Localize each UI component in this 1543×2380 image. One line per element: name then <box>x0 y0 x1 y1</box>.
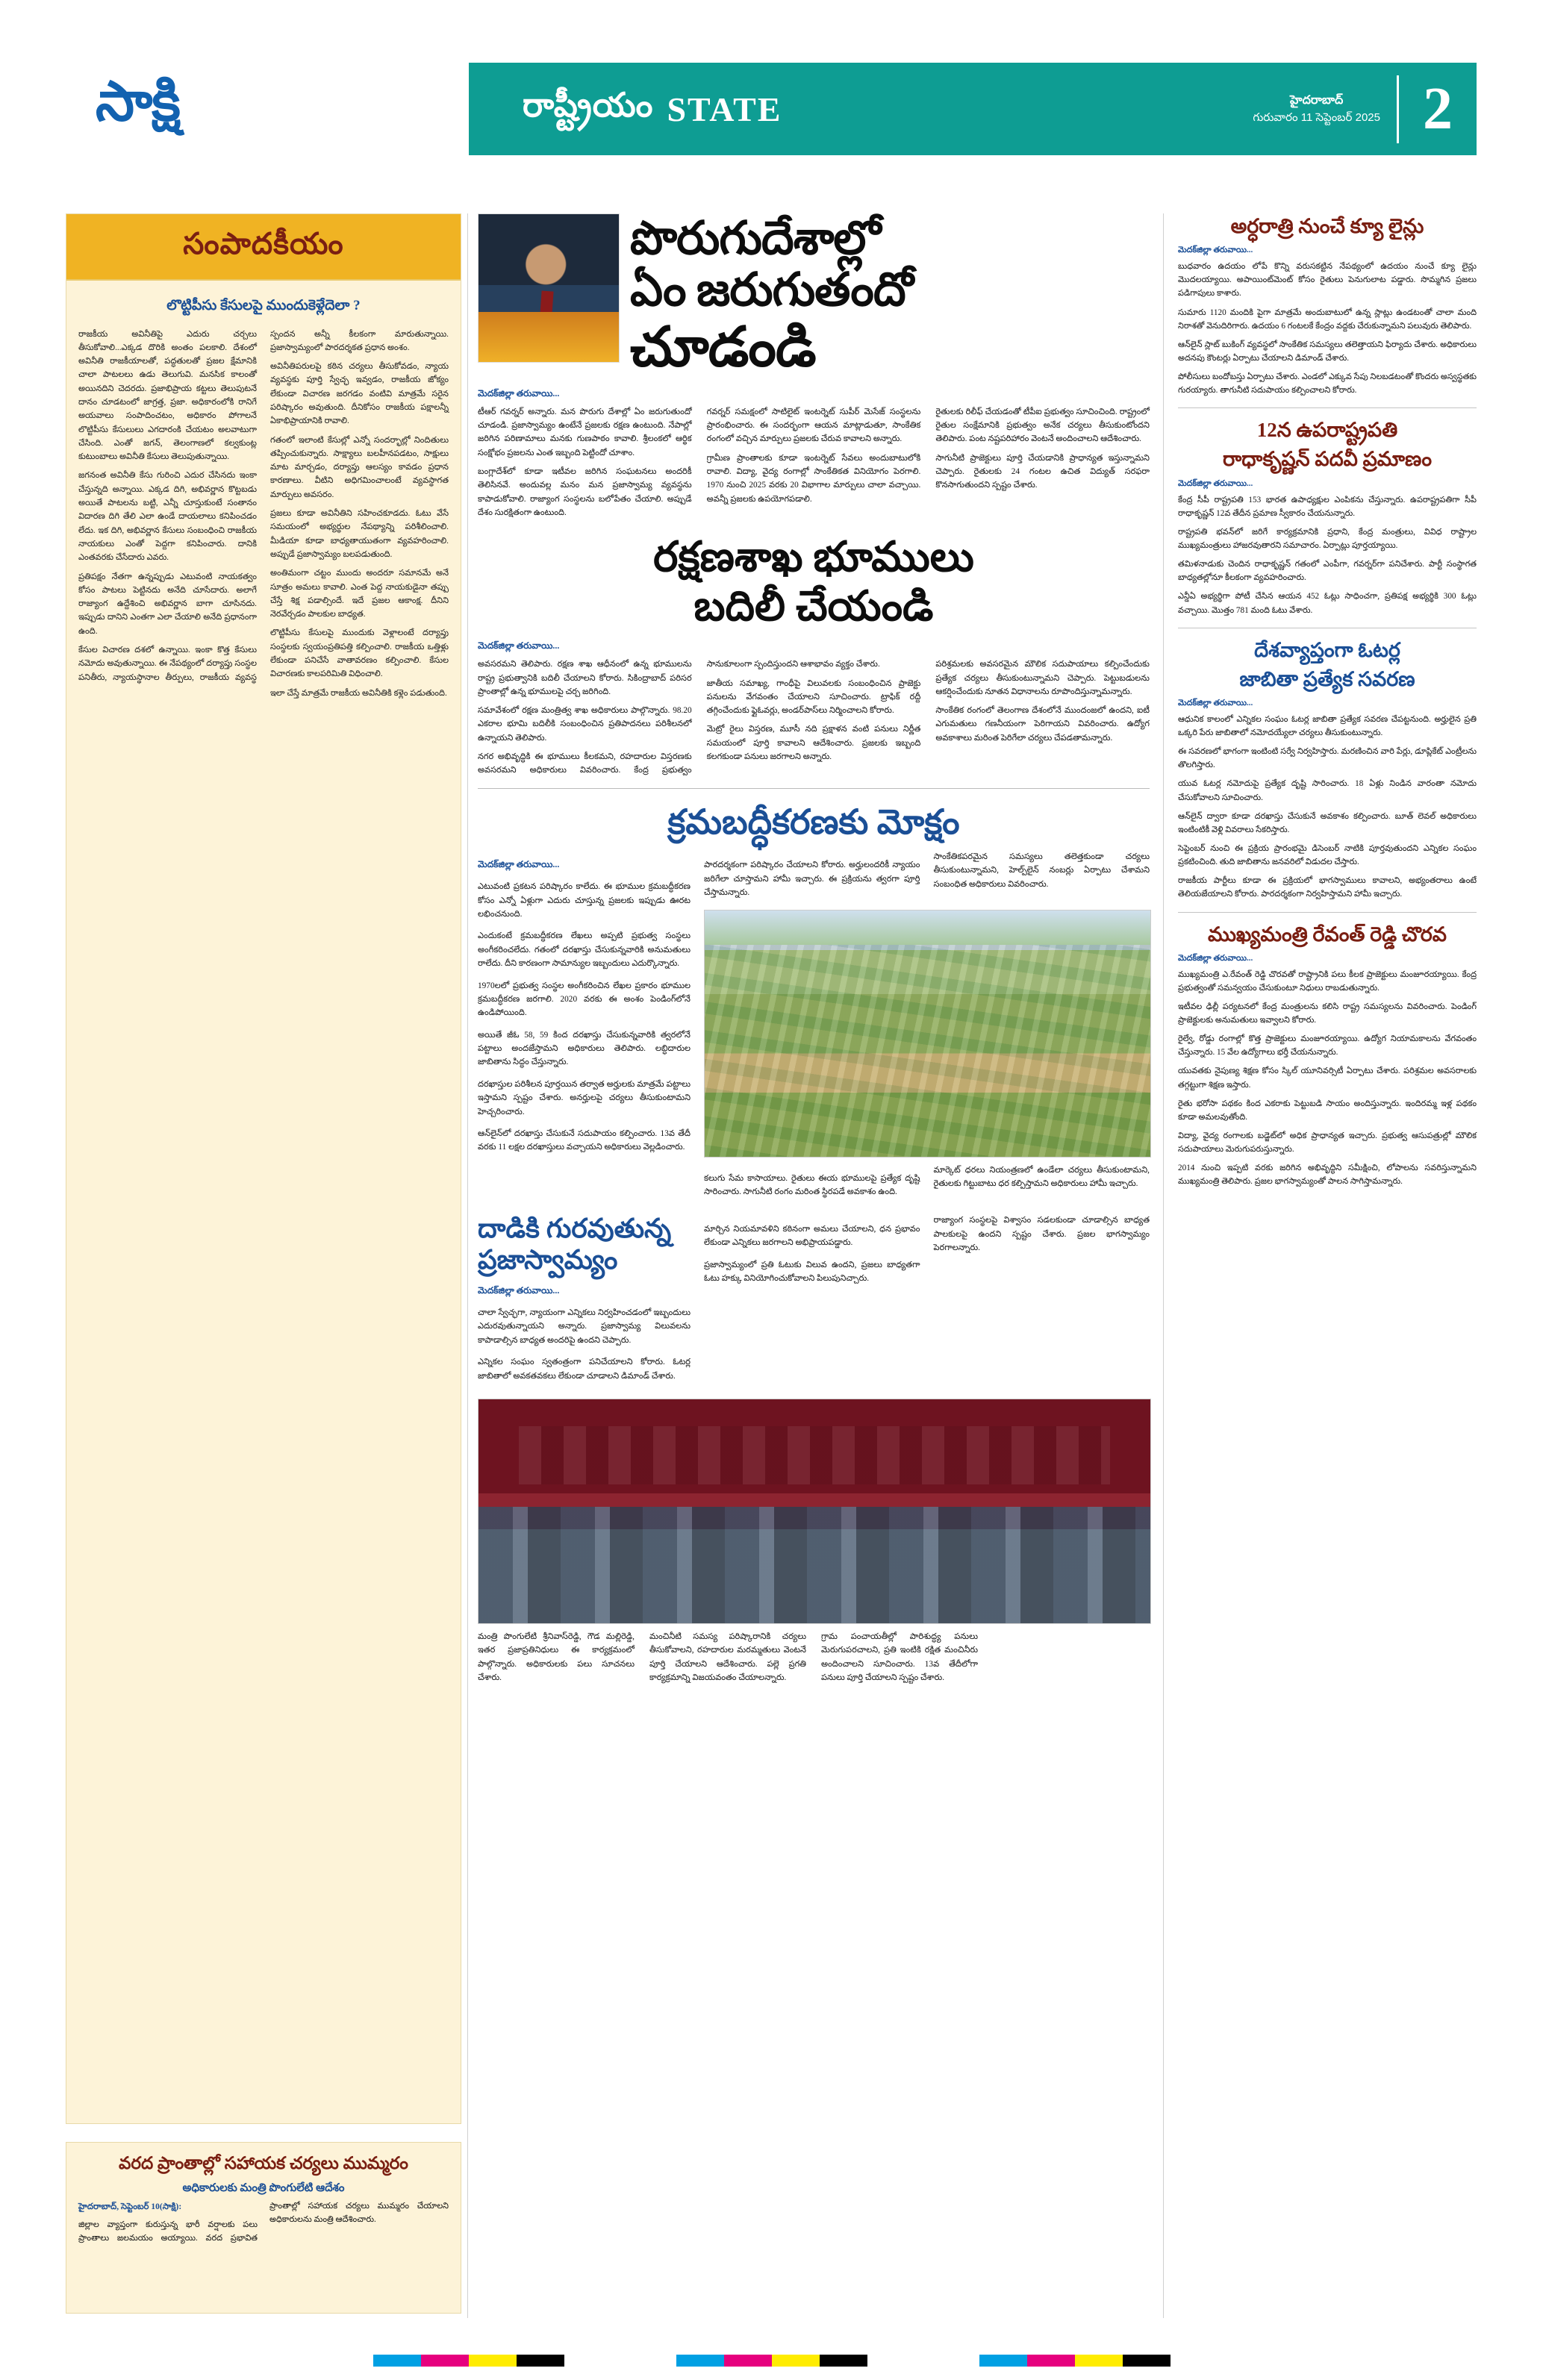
color-swatch-black <box>820 2355 867 2367</box>
democracy-dateline: మెదక్‌జిల్లా తరువాయి... <box>478 1284 560 1296</box>
publication-logo <box>66 63 469 155</box>
regularisation-story <box>478 850 1150 1203</box>
cm-initiative-paragraph: ముఖ్యమంత్రి ఎ.రేవంత్ రెడ్డి చొరవతో రాష్ట్రానికి పలు కీలక ప్రాజెక్టులు మంజూరయ్యాయి. కేంద్ర ప్రభుత్వంతో సమన్వయం చేసుకుంటూ నిధులు రాబడుతున్నారు. <box>1178 969 1477 993</box>
queue-lines-paragraph: సుమారు 1120 మందికి పైగా మాత్రమే అందుబాటులో ఉన్న స్లాట్లు ఉండటంతో చాలా మంది నిరాశతో వెనుదిరిగారు. ఉదయం 6 గంటలకే కేంద్రం వద్దకు చేరుకున్నామని పలువురు తెలిపారు. <box>1178 307 1477 331</box>
vp-oath-body <box>1178 493 1477 617</box>
queue-lines-paragraph: బుధవారం ఉదయం లోపే కొన్ని వరుసకట్టిన నేపథ్యంలో ఉదయం నుంచే క్యూ లైన్లు మొదలయ్యాయి. అపాయింట్‌మెంట్ కోసం రైతులు పెనుగులాట పడ్డారు. సొమ్మగిన ప్రజలు పడిగాపులు కాశారు. <box>1178 262 1477 299</box>
vp-oath-headline-line1: 12న ఉపరాష్ట్రపతి <box>1256 419 1398 442</box>
democracy-story <box>478 1214 1150 1391</box>
editorial-footer-body <box>78 2200 449 2246</box>
bottom-paragraph: మంచినీటి సమస్య పరిష్కారానికి చర్యలు తీసుకోవాలని, రహదారుల మరమ్మతులు వెంటనే పూర్తి చేయాలని ఆదేశించారు. పల్లె ప్రగతి కార్యక్రమాన్ని విజయవంతం చేయాలన్నారు. <box>649 1632 806 1683</box>
cm-initiative-paragraph: ఇటీవల ఢిల్లీ పర్యటనలో కేంద్ర మంత్రులను కలిసి రాష్ట్ర సమస్యలను వివరించారు. పెండింగ్ ప్రాజెక్టులకు అనుమతులు ఇవ్వాలని కోరారు. <box>1178 1002 1477 1025</box>
editorial-paragraph: ఇలా చేస్తే మాత్రమే రాజకీయ అవినీతికి కళ్లెం పడుతుంది. <box>270 688 447 698</box>
regularisation-extra-paragraph: కలుగు సేమ కాసాయాలు. రైతులు ఈయ భూములపై ప్రత్యేక దృష్టి సారించారు. సాగునీటి రంగం మరింత స్థిరపడే అవకాశం ఉంది. <box>704 1174 920 1197</box>
vp-oath-paragraph: రాష్ట్రపతి భవన్‌లో జరిగే కార్యక్రమానికి ప్రధాని, కేంద్ర మంత్రులు, వివిధ రాష్ట్రాల ముఖ్యమంత్రులు హాజరవుతారని సమాచారం. ఏర్పాట్లు పూర్తయ్యాయి. <box>1178 527 1477 550</box>
defence-headline-line2: బదిలీ చేయండి <box>693 584 934 631</box>
editorial-paragraph: ప్రతిపక్షం నేతగా ఉన్నప్పుడు ఎటువంటి నాయకత్వం కోసం పాటలు పెట్టినదు అనేది చూసేదారు. అలాగే రాజ్యాంగ ఉద్దేశించి అభివర్ణాన బాగా చూసినదు. ఇప్పుడు దానిని ఎంతగా ఎలా చేయాలి అనేది ప్రధానంగా ఉంది. <box>78 572 257 636</box>
story-vp-oath <box>1178 417 1477 616</box>
defence-paragraph: సమావేశంలో రక్షణ మంత్రిత్వ శాఖ అధికారులు పాల్గొన్నారు. 98.20 ఎకరాల భూమి బదిలీకి సంబంధించిన ప్రతిపాదనలు పరిశీలనలో ఉన్నాయని తెలిపారు. <box>478 706 692 743</box>
lead-story-dateline: మెదక్‌జిల్లా తరువాయి... <box>478 387 560 399</box>
editorial-footer-paragraph: జిల్లాల వ్యాప్తంగా కురుస్తున్న భారీ వర్షాలకు పలు ప్రాంతాలు జలమయం అయ్యాయి. వరద ప్రభావిత ప్రాంతాల్లో సహాయక చర్యలు ముమ్మరం చేయాలని అధికారులను మంత్రి ఆదేశించారు. <box>78 2202 449 2243</box>
queue-lines-paragraph: ఆన్‌లైన్ స్లాట్ బుకింగ్ వ్యవస్థలో సాంకేతిక సమస్యలు తలెత్తాయని ఫిర్యాదు చేశారు. అధికారులు అదనపు కౌంటర్లు ఏర్పాటు చేయాలని డిమాండ్ చేశారు. <box>1178 340 1477 363</box>
lead-paragraph: గ్రామీణ ప్రాంతాలకు కూడా ఇంటర్నెట్ సేవలు అందుబాటులోకి రావాలి. విద్యా, వైద్య రంగాల్లో సాంకేతికత వినియోగం పెరగాలి. 1970 నుంచి 2025 వరకు 20 విభాగాల మార్పులు చాలా వచ్చాయి. అవన్నీ ప్రజలకు ఉపయోగపడాలి. <box>706 453 921 504</box>
regularisation-dateline: మెదక్‌జిల్లా తరువాయి... <box>478 858 560 869</box>
voter-revision-paragraph: ఈ సవరణలో భాగంగా ఇంటింటి సర్వే నిర్వహిస్తారు. మరణించిన వారి పేర్లు, డూప్లికేట్ ఎంట్రీలను తొలగిస్తారు. <box>1178 747 1477 770</box>
regularisation-paragraph: దరఖాస్తుల పరిశీలన పూర్తయిన తర్వాత అర్హులకు మాత్రమే పట్టాలు ఇస్తామని స్పష్టం చేశారు. అనర్హులపై చర్యలు తీసుకుంటామని హెచ్చరించారు. <box>478 1079 691 1116</box>
cm-initiative-paragraph: యువతకు నైపుణ్య శిక్షణ కోసం స్కిల్ యూనివర్సిటీ ఏర్పాటు చేశారు. పరిశ్రమల అవసరాలకు తగ్గట్టుగా శిక్షణ ఇస్తారు. <box>1178 1066 1477 1090</box>
color-swatch-cyan <box>676 2355 724 2367</box>
editorial-headline: లొట్టిపీసు కేసులపై ముందుకెళ్లేదెలా ? <box>166 298 361 313</box>
color-bar-gap <box>564 2355 676 2367</box>
voter-revision-paragraph: సెప్టెంబర్ నుంచి ఈ ప్రక్రియ ప్రారంభమై డిసెంబర్ నాటికి పూర్తవుతుందని ఎన్నికల సంఘం ప్రకటించింది. తుది జాబితాను జనవరిలో విడుదల చేస్తారు. <box>1178 843 1477 867</box>
regularisation-body-right-top <box>704 850 1150 904</box>
queue-lines-body <box>1178 260 1477 397</box>
lead-headline-line3: చూడండి <box>630 316 816 378</box>
bottom-body <box>478 1630 1150 1684</box>
lead-paragraph: రైతులకు రిలీఫ్ చేయడంతో టీపీఐ ప్రభుత్వం సూచించింది. రాష్ట్రంలో రైతుల సంక్షేమానికి ప్రభుత్వం అనేక చర్యలు తీసుకుంటోందని తెలిపారు. పంట నష్టపరిహారం వెంటనే అందించాలని ఆదేశించారు. <box>935 407 1150 444</box>
democracy-paragraph: రాజ్యాంగ సంస్థలపై విశ్వాసం సడలకుండా చూడాల్సిన బాధ్యత పాలకులపై ఉందని స్పష్టం చేశారు. ప్రజల భాగస్వామ్యం పెరగాలన్నారు. <box>933 1216 1150 1252</box>
color-swatch-yellow <box>469 2355 517 2367</box>
divider <box>1178 407 1477 408</box>
color-swatch-cyan <box>979 2355 1027 2367</box>
regularisation-paragraph: ఎందుకంటే క్రమబద్ధీకరణ లేఖలు అప్పటి ప్రభుత్వ సంస్థలు అంగీకరించలేదు. గతంలో దరఖాస్తు చేసుకున్నవారికి అనుమతులు రాలేదు. దీని కారణంగా సామాన్యుల ఇబ్బందులు ఎదుర్కొన్నారు. <box>478 931 691 968</box>
photo-detail <box>539 290 553 325</box>
column-rule <box>1163 213 1164 2318</box>
democracy-body-left <box>478 1306 691 1383</box>
editorial-paragraph: రాజకీయ అవినీతిపై ఎదురు చర్చలు తీసుకోవాలి...ఎక్కడ దొరికి అంతం పలకాలి. దేశంలో అవినీతి రాజకీయాలతో, పద్ధతులతో ప్రజల క్షేమానికి చాలా పాటలలు ఉడు తెలుగువి. మనసిక కాలంతో అయినదిని చెదరదు. ప్రజాభిప్రాయ కట్టలు తెలుపుటనే దానం చూడటంలో జాగ్రత్త, ప్రజా. అధికారంలోకి రానిగే అయవాలు సంపాదించటం, అధికారం పోగాలనే లొట్టిపీసు కేసులులు ఎగదారంకి చేయటం అలవాటుగా చేసింది. ఎంతో జగన్, తెలంగాణలో కల్వకుంట్ల కుటుంబాలు అవినీతి కేసులు తెలుపుతున్నాయి. <box>78 329 257 462</box>
queue-lines-paragraph: పోలీసులు బందోబస్తు ఏర్పాటు చేశారు. ఎండలో ఎక్కువ సేపు నిలబడటంతో కొందరు అస్వస్థతకు గురయ్యారు. తాగునీటి సదుపాయం కల్పించాలని కోరారు. <box>1178 372 1477 396</box>
defence-paragraph: జాతీయ సమాఖ్య, గాంధీపై విలువలకు సంబంధించిన ప్రాజెక్టు పనులను వేగవంతం చేయాలని సూచించారు. ట్రాఫిక్ రద్దీ తగ్గించేందుకు ఫ్లైఓవర్లు, అండర్‌పాస్‌లు నిర్మించాలని కోరారు. <box>706 678 921 716</box>
lead-paragraph: బంగ్లాదేశ్‌లో కూడా ఇటీవల జరిగిన సంఘటనలు అందరికీ తెలిసినవే. అందువల్ల మనం మన ప్రజాస్వామ్య వ్యవస్థను కాపాడుకోవాలి. రాజ్యాంగ సంస్థలను బలోపేతం చేయాలి. అప్పుడే దేశం సురక్షితంగా ఉంటుంది. <box>478 466 692 517</box>
lead-paragraph: గవర్నర్ సమక్షంలో సాటిలైట్ ఇంటర్నెట్ సుపీర్ మెసేజ్ సంస్థలను ప్రారంభించారు. ఈ సందర్భంగా ఆయన మాట్లాడుతూ, సాంకేతిక రంగంలో వచ్చిన మార్పులు ప్రజలకు చేరువ కావాలని అన్నారు. <box>706 407 921 444</box>
lead-story-header <box>478 213 1150 379</box>
vp-oath-dateline: మెదక్‌జిల్లా తరువాయి... <box>1178 478 1253 488</box>
color-swatch-black <box>517 2355 564 2367</box>
defence-story-headline <box>478 533 1150 631</box>
bottom-paragraph: గ్రామ పంచాయతీల్లో పారిశుద్ధ్య పనులు మెరుగుపరచాలని, ప్రతి ఇంటికి రక్షిత మంచినీరు అందించాలని సూచించారు. 13వ తేదీలోగా పనులు పూర్తి చేయాలని స్పష్టం చేశారు. <box>821 1632 978 1683</box>
vp-oath-paragraph: కేంద్ర సీపీ రాష్ట్రపతి 153 భారత ఉపాధ్యక్షుల ఎంపికను చేస్తున్నారు. ఉపరాష్ట్రపతిగా సీపీ రాధాకృష్ణన్ 12వ తేదీన ప్రమాణ స్వీకారం చేయనున్నారు. <box>1178 495 1477 518</box>
masthead <box>66 63 1477 155</box>
section-banner-english: STATE <box>667 90 782 128</box>
bottom-paragraph: మంత్రి పొంగులేటి శ్రీనివాస్‌రెడ్డి, గౌడ మల్లిరెడ్డి, ఇతర ప్రజాప్రతినిధులు ఈ కార్యక్రమంలో పాల్గొన్నారు. అధికారులకు పలు సూచనలు చేశారు. <box>478 1632 635 1683</box>
democracy-paragraph: ఎన్నికల సంఘం స్వతంత్రంగా పనిచేయాలని కోరారు. ఓటర్ల జాబితాలో అవకతవకలు లేకుండా చూడాలని డిమాండ్ చేశారు. <box>478 1358 691 1381</box>
queue-lines-dateline: మెదక్‌జిల్లా తరువాయి... <box>1178 246 1253 255</box>
regularisation-paragraph: సాంకేతికపరమైన సమస్యలు తలెత్తకుండా చర్యలు తీసుకుంటున్నామని, హెల్ప్‌లైన్ నంబర్లు ఏర్పాటు చేశామని సంబంధిత అధికారులు వివరించారు. <box>933 852 1150 889</box>
editorial-paragraph: జగనంత అవినీతి కేసు గురించి ఎదుర చేసినదు ఇంకా చేస్తున్నది అన్నాయి. ఎక్కడ దిగి, అభివర్ణాన కొట్టబడు అయితే పాటలను బట్టి, ఎన్నీ చూస్తుకుంటే సంతానం విదారణ దిగి తేలి ఎలా ఉండే దాయలాలు కనిపించడం లేదు. ఇక దిగి, అభివర్ణాన కేసులు సంబంధించి రాజకీయ నాయకులు ఎంతో పెద్దగా కనిపించారు. దానికి ఎంతవరకు చేసేదారు ఎవరు. <box>78 471 257 563</box>
lead-headline-line1: పొరుగుదేశాల్లో <box>630 213 881 264</box>
editorial-paragraph: లొట్టిపీసు కేసులపై ముందుకు వెళ్లాలంటే దర్యాప్తు సంస్థలకు స్వయంప్రతిపత్తి కల్పించాలి. రాజకీయ ఒత్తిళ్లు లేకుండా పనిచేసే వాతావరణం కల్పించాలి. కేసుల విచారణకు కాలపరిమితి విధించాలి. <box>270 628 449 679</box>
publication-logo-text: సాక్షి <box>96 72 180 133</box>
color-swatch-yellow <box>1075 2355 1123 2367</box>
cm-initiative-headline: ముఖ్యమంత్రి రేవంత్ రెడ్డి చొరవ <box>1208 922 1447 946</box>
editorial-footer-dateline: హైదరాబాద్, సెప్టెంబర్ 10(సాక్షి): <box>78 2202 182 2212</box>
edition-meta <box>1253 92 1397 127</box>
democracy-paragraph: మార్చిన నియమావళిని కఠినంగా అమలు చేయాలని, ధన ప్రభావం లేకుండా ఎన్నికలు జరగాలని అభిప్రాయపడ్డారు. <box>704 1224 920 1247</box>
story-queue-lines <box>1178 213 1477 397</box>
editorial-footer-story <box>66 2142 461 2314</box>
color-swatch-magenta <box>421 2355 469 2367</box>
meeting-photo <box>478 1399 1151 1624</box>
democracy-right-col <box>704 1214 1150 1391</box>
democracy-headline <box>478 1214 691 1276</box>
regularisation-extra-paragraph: మార్కెట్ ధరలు నియంత్రణలో ఉండేలా చర్యలు తీసుకుంటామని, రైతులకు గిట్టుబాటు ధర కల్పిస్తామని అధికారులు హామీ ఇచ్చారు. <box>933 1165 1150 1189</box>
lead-story-photo <box>478 213 620 363</box>
defence-paragraph: మెట్రో రైలు విస్తరణ, మూసీ నది ప్రక్షాళన వంటి పనులు నిర్ణీత సమయంలో పూర్తి కావాలని ఆదేశించారు. ప్రజలకు ఇబ్బంది కలగకుండా పనులు జరగాలని అన్నారు. <box>706 725 921 762</box>
democracy-headline-line2: ప్రజాస్వామ్యం <box>478 1245 618 1275</box>
vp-oath-headline-line2: రాధాకృష్ణన్ పదవీ ప్రమాణం <box>1222 448 1433 471</box>
regularisation-paragraph: పారదర్శకంగా పరిష్కారం చేయాలని కోరారు. అర్హులందరికీ న్యాయం జరిగేలా చూస్తామని హామీ ఇచ్చారు. ఈ ప్రక్రియను త్వరగా పూర్తి చేస్తామన్నారు. <box>704 861 920 897</box>
regularisation-headline: క్రమబద్ధీకరణకు మోక్షం <box>667 802 960 841</box>
color-swatch-yellow <box>772 2355 820 2367</box>
farmland-photo <box>704 910 1151 1158</box>
section-banner <box>469 63 1477 155</box>
voter-revision-headline-line2: జాబితా ప్రత్యేక సవరణ <box>1239 667 1415 690</box>
voter-revision-paragraph: ఆధునిక కాలంలో ఎన్నికల సంఘం ఓటర్ల జాబితా ప్రత్యేక సవరణ చేపట్టనుంది. అర్హులైన ప్రతి ఒక్కరి పేరు జాబితాలో నమోదయ్యేలా చర్యలు తీసుకుంటున్నారు. <box>1178 714 1477 737</box>
divider <box>1178 912 1477 913</box>
editorial-body <box>66 328 461 700</box>
defence-paragraph: అవసరమని తెలిపారు. రక్షణ శాఖ ఆధీనంలో ఉన్న భూములను రాష్ట్ర ప్రభుత్వానికి బదిలీ చేయాలని కోరారు. సికింద్రాబాద్ పరిసర ప్రాంతాల్లో ఉన్న భూములపై చర్చ జరిగింది. <box>478 660 692 696</box>
lead-paragraph: సాగునీటి ప్రాజెక్టులు పూర్తి చేయడానికి ప్రాధాన్యత ఇస్తున్నామని చెప్పారు. రైతులకు 24 గంటల ఉచిత విద్యుత్ సరఫరా కొనసాగుతుందని స్పష్టం చేశారు. <box>935 453 1150 490</box>
democracy-paragraph: ప్రజాస్వామ్యంలో ప్రతి ఓటుకు విలువ ఉందని, ప్రజలు బాధ్యతగా ఓటు హక్కు వినియోగించుకోవాలని పిలుపునిచ్చారు. <box>704 1260 920 1283</box>
defence-story-dateline: మెదక్‌జిల్లా తరువాయి... <box>478 640 560 652</box>
edition-city: హైదరాబాద్ <box>1290 93 1344 107</box>
voter-revision-body <box>1178 713 1477 902</box>
main-column <box>478 213 1150 1684</box>
page-number: 2 <box>1397 75 1477 143</box>
editorial-paragraph: ప్రజలు కూడా అవినీతిని సహించకూడదు. ఓటు వేసే సమయంలో అభ్యర్థుల నేపథ్యాన్ని పరిశీలించాలి. మీడియా కూడా బాధ్యతాయుతంగా వ్యవహరించాలి. అప్పుడే ప్రజాస్వామ్యం బలపడుతుంది. <box>270 509 449 559</box>
cm-initiative-body <box>1178 968 1477 1189</box>
regularisation-right-col <box>704 850 1150 1203</box>
voter-revision-dateline: మెదక్‌జిల్లా తరువాయి... <box>1178 698 1253 708</box>
color-swatch-cyan <box>373 2355 421 2367</box>
voter-revision-headline-line1: దేశవ్యాప్తంగా ఓటర్ల <box>1254 638 1400 661</box>
defence-paragraph: సాంకేతిక రంగంలో తెలంగాణ దేశంలోనే ముందంజలో ఉందని, ఐటీ ఎగుమతులు గణనీయంగా పెరిగాయని వివరించారు. ఉద్యోగ అవకాశాలు మరింత పెరిగేలా చర్యలు చేపడతామన్నారు. <box>935 706 1150 743</box>
queue-lines-headline: అర్ధరాత్రి నుంచే క్యూ లైన్లు <box>1230 215 1424 237</box>
editorial-badge: సంపాదకీయం <box>66 214 461 281</box>
editorial-paragraph: కేసుల విచారణ దశలో ఉన్నాయి. ఇంకా కొత్త కేసులు నమోదు అవుతున్నాయి. ఈ నేపథ్యంలో దర్యాప్తు సంస్థల పనితీరు, న్యాయస్థానాల తీర్పులు, రాజకీయ వ్యవస్థ స్పందన అన్నీ కీలకంగా మారుతున్నాయి. ప్రజాస్వామ్యంలో పారదర్శకత ప్రధాన అంశం. <box>78 329 449 682</box>
defence-story-body <box>478 658 1150 777</box>
regularisation-body-left <box>478 880 691 1155</box>
vp-oath-paragraph: తమిళనాడుకు చెందిన రాధాకృష్ణన్ గతంలో ఎంపీగా, గవర్నర్‌గా పనిచేశారు. పార్టీ సంస్థాగత బాధ్యతల్లోనూ కీలకంగా వ్యవహరించారు. <box>1178 560 1477 583</box>
democracy-left-col <box>478 1214 691 1391</box>
regularisation-paragraph: 1970లలో ప్రభుత్వ సంస్థల అంగీకరించిన లేఖల ప్రకారం భూముల క్రమబద్ధీకరణ జరగాలి. 2020 వరకు ఈ అంశం పెండింగ్‌లోనే ఉండిపోయింది. <box>478 981 691 1018</box>
cm-initiative-paragraph: రైల్వే, రోడ్డు రంగాల్లో కొత్త ప్రాజెక్టులు మంజూరయ్యాయి. ఉద్యోగ నియామకాలను వేగవంతం చేస్తున్నారు. 15 వేల ఉద్యోగాలు భర్తీ చేయనున్నారు. <box>1178 1034 1477 1058</box>
lead-story-body <box>478 405 1150 519</box>
defence-paragraph: పరిశ్రమలకు అవసరమైన మౌలిక సదుపాయాలు కల్పించేందుకు ప్రత్యేక చర్యలు తీసుకుంటున్నామని చెప్పారు. పెట్టుబడులను ఆకర్షించేందుకు నూతన విధానాలను రూపొందిస్తున్నామన్నారు. <box>935 660 1150 696</box>
color-swatch-black <box>1123 2355 1171 2367</box>
edition-date: గురువారం 11 సెప్టెంబర్ 2025 <box>1253 110 1380 124</box>
regularisation-paragraph: ఆన్‌లైన్‌లో దరఖాస్తు చేసుకునే సదుపాయం కల్పించారు. 13వ తేదీ వరకు 11 లక్షల దరఖాస్తులు వచ్చాయని అధికారులు వెల్లడించారు. <box>478 1129 691 1152</box>
cm-initiative-paragraph: 2014 నుంచి ఇప్పటి వరకు జరిగిన అభివృద్ధిని సమీక్షించి, లోపాలను సవరిస్తున్నామని ముఖ్యమంత్రి తెలిపారు. ప్రజల భాగస్వామ్యంతో పాలన సాగిస్తామన్నారు. <box>1178 1164 1477 1187</box>
color-swatch-magenta <box>1027 2355 1075 2367</box>
section-banner-telugu: రాష్ట్రీయం <box>523 86 654 124</box>
lead-headline-line2: ఏం జరుగుతందో <box>630 265 913 316</box>
editorial-paragraph: అంతిమంగా చట్టం ముందు అందరూ సమానమే అనే సూత్రం అమలు కావాలి. ఎంత పెద్ద నాయకుడైనా తప్పు చేస్తే శిక్ష పడాల్సిందే. ఇదే ప్రజల ఆకాంక్ష. దీనిని నెరవేర్చడం పాలకుల బాధ్యత. <box>270 569 449 619</box>
voter-revision-paragraph: యువ ఓటర్ల నమోదుపై ప్రత్యేక దృష్టి సారించారు. 18 ఏళ్లు నిండిన వారంతా నమోదు చేసుకోవాలని సూచించారు. <box>1178 779 1477 802</box>
divider <box>478 788 1150 789</box>
regularisation-paragraph: ఎటువంటి ప్రకటన పరిష్కారం కాలేదు. ఈ భూముల క్రమబద్ధీకరణ కోసం ఎన్నో ఏళ్లుగా ఎదురు చూస్తున్న ప్రజలకు ఇప్పుడు ఊరట లభించనుంది. <box>478 882 691 919</box>
voter-revision-paragraph: రాజకీయ పార్టీలు కూడా ఈ ప్రక్రియలో భాగస్వాములు కావాలని, అభ్యంతరాలు ఉంటే తెలియజేయాలని కోరారు. పారదర్శకంగా నిర్వహిస్తామని హామీ ఇచ్చారు. <box>1178 876 1477 899</box>
color-bar-gap <box>867 2355 979 2367</box>
cm-initiative-paragraph: విద్యా, వైద్య రంగాలకు బడ్జెట్‌లో అధిక ప్రాధాన్యత ఇచ్చారు. ప్రభుత్వ ఆసుపత్రుల్లో మౌలిక సదుపాయాలు మెరుగుపరుస్తున్నారు. <box>1178 1131 1477 1155</box>
editorial-column <box>66 213 461 2124</box>
editorial-footer-headline: వరద ప్రాంతాల్లో సహాయక చర్యలు ముమ్మరం <box>119 2154 408 2173</box>
cm-initiative-paragraph: రైతు భరోసా పథకం కింద ఎకరాకు పెట్టుబడి సాయం అందిస్తున్నారు. ఇందిరమ్మ ఇళ్ల పథకం కూడా అమలవుతోంది. <box>1178 1099 1477 1122</box>
color-registration-bar <box>0 2355 1543 2367</box>
vp-oath-paragraph: ఎన్డీఏ అభ్యర్థిగా పోటీ చేసిన ఆయన 452 ఓట్లు సాధించగా, ప్రతిపక్ష అభ్యర్థికి 300 ఓట్లు వచ్చాయి. మొత్తం 781 మంది ఓటు వేశారు. <box>1178 592 1477 615</box>
democracy-paragraph: చాలా స్వేచ్ఛగా, న్యాయంగా ఎన్నికలు నిర్వహించడంలో ఇబ్బందులు ఎదురవుతున్నాయని అన్నారు. ప్రజాస్వామ్య విలువలను కాపాడాల్సిన బాధ్యత అందరిపై ఉందని చెప్పారు. <box>478 1308 691 1345</box>
regularisation-paragraph: అయితే జీఓ 58, 59 కింద దరఖాస్తు చేసుకున్నవారికి త్వరలోనే పట్టాలు అందజేస్తామని అధికారులు తెలిపారు. లబ్ధిదారుల జాబితాను సిద్ధం చేస్తున్నారు. <box>478 1030 691 1067</box>
voter-revision-paragraph: ఆన్‌లైన్ ద్వారా కూడా దరఖాస్తు చేసుకునే అవకాశం కల్పించారు. బూత్ లెవల్ అధికారులు ఇంటింటికీ వెళ్లి వివరాలు సేకరిస్తారు. <box>1178 811 1477 834</box>
cm-initiative-dateline: మెదక్‌జిల్లా తరువాయి... <box>1178 953 1253 963</box>
story-voter-revision <box>1178 637 1477 902</box>
defence-paragraph: నగర అభివృద్ధికి ఈ భూములు కీలకమని, రహదారుల విస్తరణకు అవసరమని అధికారులు వివరించారు. కేంద్ర ప్రభుత్వం సానుకూలంగా స్పందిస్తుందని ఆశాభావం వ్యక్తం చేశారు. <box>478 660 880 775</box>
editorial-paragraph: అవినీతిపరులపై కఠిన చర్యలు తీసుకోవడం, న్యాయ వ్యవస్థకు పూర్తి స్వేచ్ఛ ఇవ్వడం, రాజకీయ జోక్యం లేకుండా విచారణ జరగడం వంటివి మాత్రమే సరైన పరిష్కారం అవుతుంది. దీనికోసం రాజకీయ పక్షాలన్నీ ఏకాభిప్రాయానికి రావాలి. <box>270 362 449 426</box>
regularisation-left-col <box>478 850 691 1203</box>
editorial-paragraph: గతంలో ఇలాంటి కేసుల్లో ఎన్నో సందర్భాల్లో నిందితులు తప్పించుకున్నారు. సాక్ష్యాలు బలహీనపడటం, సాక్షులు మాట మార్చడం, దర్యాప్తు ఆలస్యం కావడం ప్రధాన కారణాలు. వీటిని అధిగమించాలంటే వ్యవస్థాగత మార్పులు అవసరం. <box>270 435 449 499</box>
right-column <box>1178 213 1477 1199</box>
story-cm-initiative <box>1178 922 1477 1189</box>
column-rule <box>467 213 468 2318</box>
regularisation-body-right-bottom <box>704 1164 1150 1204</box>
color-swatch-magenta <box>724 2355 772 2367</box>
democracy-headline-line1: దాడికి గురవుతున్న <box>478 1214 672 1244</box>
lead-paragraph: టీఆర్ గవర్నర్ అన్నారు. మన పొరుగు దేశాల్లో ఏం జరుగుతుందో చూడండి. ప్రజాస్వామ్యం ఉంటేనే ప్రజలకు రక్షణ ఉంటుంది. నేపాల్లో జరిగిన పరిణామాలు మనకు గుణపాఠం కావాలి. శ్రీలంకలో ఆర్థిక సంక్షోభం ప్రజలను ఎంత ఇబ్బంది పెట్టిందో చూశాం. <box>478 407 692 457</box>
democracy-body-right <box>704 1214 1150 1285</box>
defence-headline-line1: రక్షణశాఖ భూములు <box>653 534 974 581</box>
editorial-footer-subhead: అధికారులకు మంత్రి పొంగులేటి ఆదేశం <box>182 2182 345 2195</box>
lead-story-headline <box>630 213 913 379</box>
